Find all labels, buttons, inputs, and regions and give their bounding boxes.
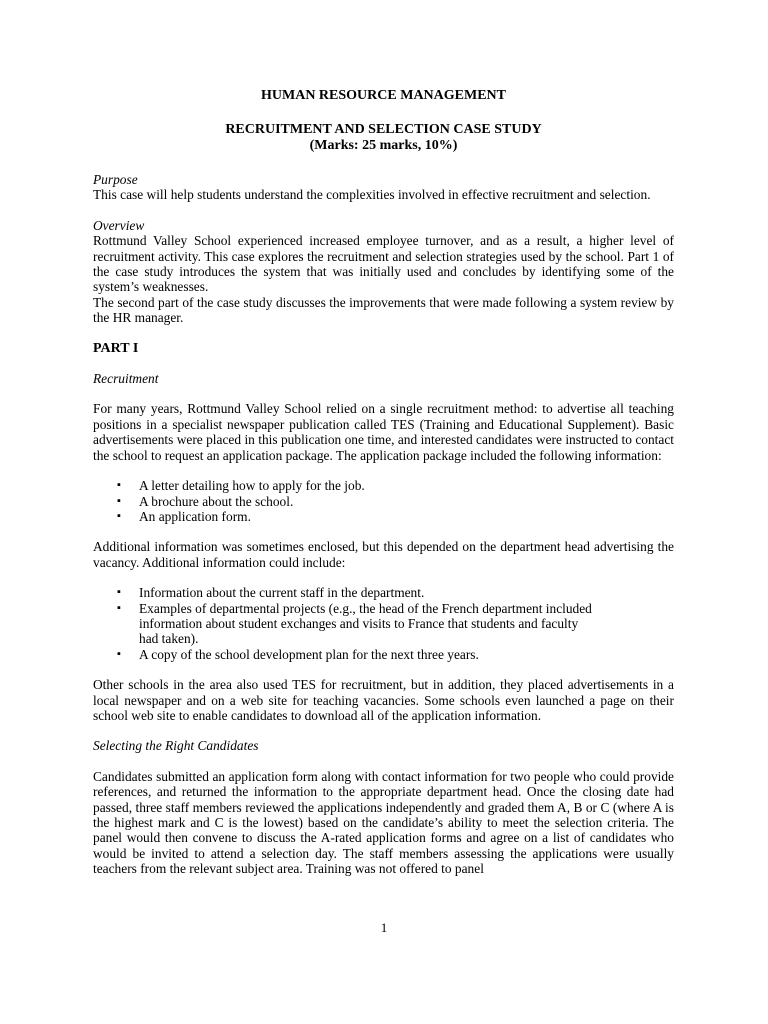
- recruitment-paragraph: For many years, Rottmund Valley School relied on a single recruitment method: to advertise all teaching positions in a specialist newspaper publication called TES (Training and Educational Supplement). Basic advertisements were placed in this publication one time, and interested candidates were instructed to contact the school to request an application package. The application package included the following information:: [93, 401, 674, 463]
- overview-heading: Overview: [93, 217, 145, 233]
- list-item: ▪ An application form.: [117, 509, 674, 524]
- additional-paragraph: Additional information was sometimes enclosed, but this depended on the department head advertising the vacancy. Additional information could include:: [93, 539, 674, 570]
- document-subtitle: RECRUITMENT AND SELECTION CASE STUDY: [225, 122, 542, 137]
- spacer: [93, 524, 674, 539]
- document-page: [93, 88, 674, 877]
- spacer: [93, 326, 674, 341]
- overview-text-1: Rottmund Valley School experienced increased employee turnover, and as a result, a higher level of recruitment activity. This case explores the recruitment and selection strategies used by the school. Part 1 of the case study introduces the system that was initially used and concludes by identifying some of the system’s weaknesses.: [93, 233, 674, 295]
- document-marks: (Marks: 25 marks, 10%): [309, 138, 458, 153]
- purpose-heading: Purpose: [93, 172, 138, 187]
- document-title: HUMAN RESOURCE MANAGEMENT: [261, 88, 506, 103]
- list-item: ▪ A copy of the school development plan for the next three years.: [117, 647, 674, 662]
- spacer: [93, 570, 674, 585]
- spacer: [93, 662, 674, 677]
- additional-list: [93, 585, 674, 662]
- list-item: ▪ A letter detailing how to apply for the job.: [117, 478, 674, 493]
- list-item: ▪ Examples of departmental projects (e.g., the head of the French department included information about student exchanges and visits to France that students and faculty had taken).: [117, 601, 599, 647]
- spacer: [93, 203, 674, 218]
- purpose-text: This case will help students understand the complexities involved in effective recruitment and selection.: [93, 187, 651, 203]
- page-number: 1: [380, 920, 388, 935]
- overview-text-2: The second part of the case study discusses the improvements that were made following a system review by the HR manager.: [93, 294, 674, 326]
- spacer: [93, 386, 674, 401]
- part-heading: PART I: [93, 340, 139, 356]
- spacer: [93, 723, 674, 738]
- other-schools-paragraph: Other schools in the area also used TES for recruitment, but in addition, they placed advertisements in a local newspaper and on a web site for teaching vacancies. Some schools even launched a page on their school web site to enable candidates to download all of the application information.: [93, 677, 674, 723]
- selecting-heading: Selecting the Right Candidates: [93, 738, 259, 754]
- package-list: [93, 478, 674, 524]
- spacer: [93, 754, 674, 769]
- spacer: [93, 356, 674, 371]
- spacer: [93, 463, 674, 478]
- list-item: ▪ A brochure about the school.: [117, 494, 674, 509]
- selecting-paragraph: Candidates submitted an application form along with contact information for two people who could provide references, and returned the information to the appropriate department head. Once the closing date had passed, three staff members reviewed the applications independently and graded them A, B or C (where A is the highest mark and C is the lowest) based on the candidate’s ability to meet the selection criteria. The panel would then convene to discuss the A-rated application forms and agree on a list of candidates who would be invited to attend a selection day. The staff members assessing the applications were usually teachers from the relevant subject area. Training was not offered to panel: [93, 768, 674, 877]
- list-item: ▪ Information about the current staff in the department.: [117, 585, 674, 600]
- recruitment-heading: Recruitment: [93, 371, 159, 387]
